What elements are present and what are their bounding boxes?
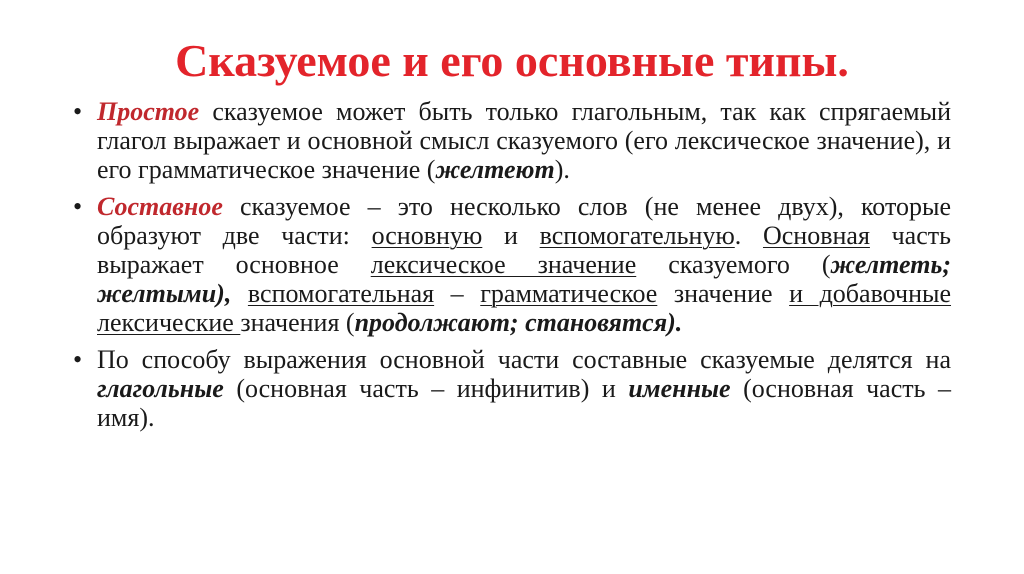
text: . [734, 221, 763, 250]
term-verbal: глагольные [97, 374, 224, 403]
text: ). [554, 155, 570, 184]
text: сказуемое может быть только глагольным, так как спрягаемый глагол выражает и основной смысл сказуемого (его лексическое значение), и его грамматическое значение ( [97, 97, 951, 184]
underlined-text: вспомогательную [539, 221, 735, 250]
text: сказуемого ( [636, 250, 831, 279]
bullet-item-simple-predicate [73, 97, 951, 184]
text: и [482, 221, 540, 250]
underlined-text: вспомогательная [247, 279, 435, 308]
example: желтеть; желтыми), [97, 250, 951, 308]
underlined-text: Основная [762, 221, 870, 250]
underlined-text: грамматическое [480, 279, 658, 308]
text: (основная часть – инфинитив) и [223, 374, 629, 403]
bullet-icon: • [73, 192, 83, 221]
text: часть выражает основное [97, 221, 951, 279]
example: продолжают; становятся). [354, 308, 683, 337]
bullet-icon: • [73, 345, 83, 374]
bullet-icon: • [73, 97, 83, 126]
bullet-item-compound-predicate [73, 192, 951, 337]
text: – [434, 279, 481, 308]
underlined-text: основную [371, 221, 483, 250]
slide-title: Сказуемое и его основные типы. [175, 35, 849, 86]
underlined-text: лексическое значение [370, 250, 637, 279]
text: значение [657, 279, 790, 308]
underlined-text: и добавочные лексические [97, 279, 952, 337]
text: По способу выражения основной части составные сказуемые делятся на [97, 345, 951, 374]
text: значения ( [240, 308, 355, 337]
bullet-list [73, 97, 951, 440]
term-compound: Составное [97, 192, 223, 221]
text [231, 279, 248, 308]
text: (основная часть – имя). [97, 374, 951, 432]
example: желтеют [435, 155, 555, 184]
bullet-item-predicate-types [73, 345, 951, 432]
term-simple: Простое [97, 97, 200, 126]
text: сказуемое – это несколько слов (не менее двух), которые образуют две части: [97, 192, 951, 250]
term-nominal: именные [628, 374, 731, 403]
